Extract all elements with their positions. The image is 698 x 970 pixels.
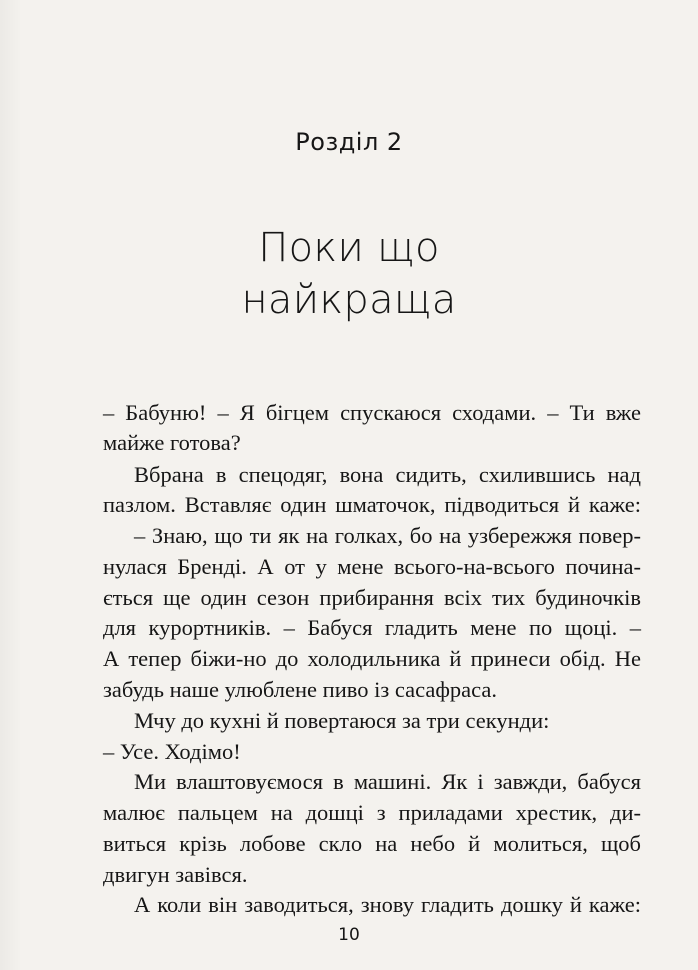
text-line: Мчу до кухні й повертаюся за три секунди: [134,708,550,733]
text-line: Ми влаштовуємося в машині. Як і завжди, бабуся [134,769,641,794]
text-line: ється ще один сезон прибирання всіх тих будиночків [103,585,641,610]
chapter-title [0,222,698,326]
text-line: Вбрана в спецодяг, вона сидить, схилившись над [134,462,641,487]
text-line: для курортників. – Бабуся гладить мене по щоці. – [103,615,641,640]
text-line: двигун завівся. [103,862,248,887]
text-line: – Бабуню! – Я бігцем спускаюся сходами. – Ти вже [103,400,641,425]
text-line: – Усе. Ходімо! [103,739,241,764]
chapter-label: Розділ 2 [295,128,403,156]
text-line: пазлом. Вставляє один шматочок, підводиться й каже: [103,492,641,517]
text-line: А тепер біжи-но до холодильника й принеси обід. Не [103,646,641,671]
page-number: 10 [338,925,360,945]
text-line: малює пальцем на дошці з приладами хрестик, ди- [103,800,641,825]
text-line: – Знаю, що ти як на голках, бо на узбережжя повер- [134,523,641,548]
text-line: майже готова? [103,430,241,455]
text-line: забудь наше улюблене пиво із сасафраса. [103,677,498,702]
text-line: нулася Бренді. А от у мене всього-на-всього почина- [103,554,641,579]
chapter-title-line-2: найкраща [241,277,457,323]
text-line: А коли він заводиться, знову гладить дошку й каже: [134,892,641,917]
text-line: виться крізь лобове скло на небо й молиться, щоб [103,831,641,856]
chapter-title-line-1: Поки що [258,225,440,271]
